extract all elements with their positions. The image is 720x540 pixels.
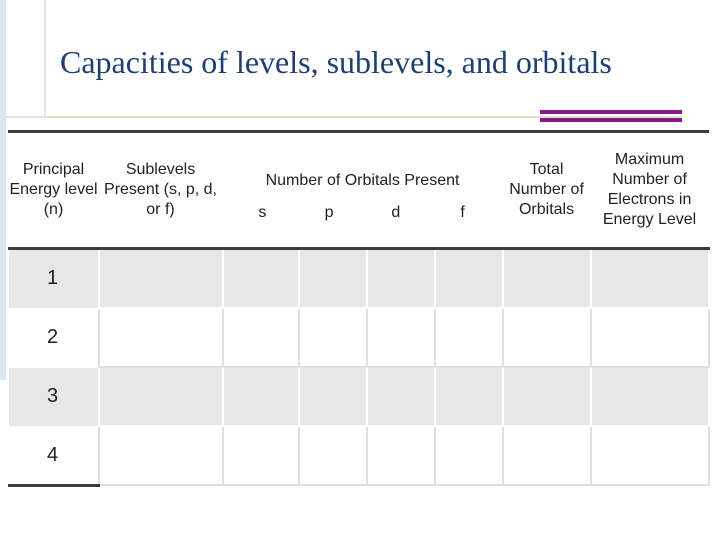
f-orbitals-cell[interactable] (435, 249, 503, 309)
s-orbitals-cell[interactable] (223, 367, 299, 426)
header-orbital-p: p (324, 204, 334, 221)
max-electrons-cell[interactable] (591, 367, 709, 426)
header-orbitals-present (223, 132, 503, 249)
sublevels-cell[interactable] (99, 426, 223, 485)
d-orbitals-cell[interactable] (367, 249, 435, 309)
level-cell: 1 (9, 249, 99, 309)
max-electrons-cell[interactable] (591, 308, 709, 367)
d-orbitals-cell[interactable] (367, 367, 435, 426)
total-orbitals-cell[interactable] (503, 249, 591, 309)
header-principal-level: Principal Energy level (n) (9, 132, 99, 249)
left-decor-frame (0, 0, 46, 118)
slide-title: Capacities of levels, sublevels, and orbitals (60, 44, 612, 80)
p-orbitals-cell[interactable] (299, 249, 367, 309)
header-max-electrons: Maximum Number of Electrons in Energy Level (591, 132, 709, 249)
total-orbitals-cell[interactable] (503, 426, 591, 485)
s-orbitals-cell[interactable] (223, 426, 299, 485)
d-orbitals-cell[interactable] (367, 426, 435, 485)
header-total-orbitals: Total Number of Orbitals (503, 132, 591, 249)
header-orbital-s: s (258, 204, 267, 221)
accent-bar (540, 110, 682, 114)
f-orbitals-cell[interactable] (435, 308, 503, 367)
level-cell: 4 (9, 426, 99, 485)
d-orbitals-cell[interactable] (367, 308, 435, 367)
total-orbitals-cell[interactable] (503, 308, 591, 367)
p-orbitals-cell[interactable] (299, 308, 367, 367)
s-orbitals-cell[interactable] (223, 308, 299, 367)
header-orbital-d: d (391, 204, 401, 221)
header-orbital-f: f (460, 204, 465, 221)
capacity-table (8, 130, 710, 487)
level-cell: 3 (9, 367, 99, 426)
p-orbitals-cell[interactable] (299, 367, 367, 426)
max-electrons-cell[interactable] (591, 426, 709, 485)
p-orbitals-cell[interactable] (299, 426, 367, 485)
f-orbitals-cell[interactable] (435, 426, 503, 485)
accent-bar (540, 118, 682, 122)
total-orbitals-cell[interactable] (503, 367, 591, 426)
sublevels-cell[interactable] (99, 308, 223, 367)
header-orbital-types (223, 203, 502, 223)
level-cell: 2 (9, 308, 99, 367)
header-orbitals-title: Number of Orbitals Present (265, 172, 460, 189)
sublevels-cell[interactable] (99, 249, 223, 309)
table-row (9, 426, 709, 485)
table-row (9, 308, 709, 367)
header-sublevels: Sublevels Present (s, p, d, or f) (99, 132, 223, 249)
max-electrons-cell[interactable] (591, 249, 709, 309)
header-row (9, 132, 709, 249)
s-orbitals-cell[interactable] (223, 249, 299, 309)
table-row (9, 249, 709, 309)
sublevels-cell[interactable] (99, 367, 223, 426)
table-row (9, 367, 709, 426)
f-orbitals-cell[interactable] (435, 367, 503, 426)
